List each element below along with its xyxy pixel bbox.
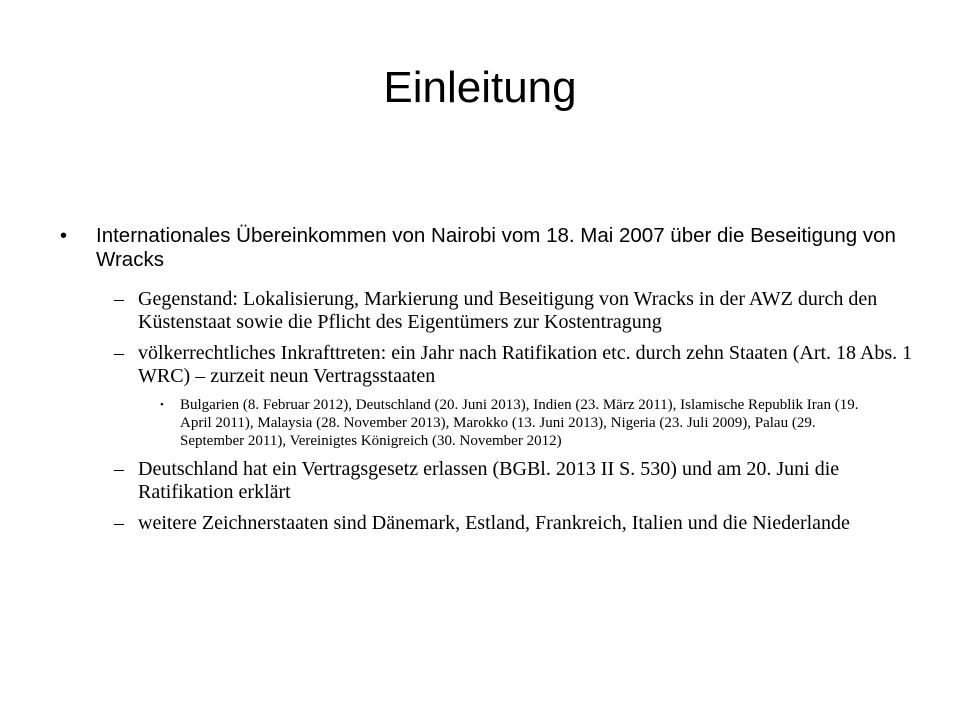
dash-icon: – bbox=[114, 288, 124, 310]
sub-point-text: weitere Zeichnerstaaten sind Dänemark, Estland, Frankreich, Italien und die Niederlande bbox=[138, 512, 850, 534]
bullet-icon: • bbox=[160, 399, 164, 411]
sub-point bbox=[60, 512, 920, 535]
slide-title: Einleitung bbox=[383, 63, 577, 112]
sub-point bbox=[60, 458, 920, 504]
sub-point bbox=[60, 288, 920, 334]
slide-content bbox=[60, 224, 920, 535]
main-bullet-point bbox=[60, 224, 920, 272]
dash-icon: – bbox=[114, 342, 124, 364]
sub-point-text: Gegenstand: Lokalisierung, Markierung und Beseitigung von Wracks in der AWZ durch den Küstenstaat sowie die Pflicht des Eigentümers zur Kostentragung bbox=[138, 288, 878, 333]
dash-icon: – bbox=[114, 512, 124, 534]
main-point-text: Internationales Übereinkommen von Nairobi vom 18. Mai 2007 über die Beseitigung von Wracks bbox=[96, 224, 896, 271]
sub-point-text: völkerrechtliches Inkrafttreten: ein Jahr nach Ratifikation etc. durch zehn Staaten (Art. 18 Abs. 1 WRC) – zurzeit neun Vertragsstaaten bbox=[138, 342, 913, 387]
sub-point-text: Deutschland hat ein Vertragsgesetz erlassen (BGBl. 2013 II S. 530) und am 20. Juni die Ratifikation erklärt bbox=[138, 458, 840, 503]
bullet-icon: • bbox=[60, 225, 68, 247]
states-list-item bbox=[60, 396, 920, 450]
sub-point bbox=[60, 342, 920, 388]
dash-icon: – bbox=[114, 458, 124, 480]
states-list-text: Bulgarien (8. Februar 2012), Deutschland (20. Juni 2013), Indien (23. März 2011), Islamische Republik Iran (19. April 2011), Malaysia (28. November 2013), Marokko (13. Juni 2013), Nigeria (23. Juli 2009), Palau (29. September 2011), Vereinigtes Königreich (30. November 2012) bbox=[180, 397, 859, 449]
